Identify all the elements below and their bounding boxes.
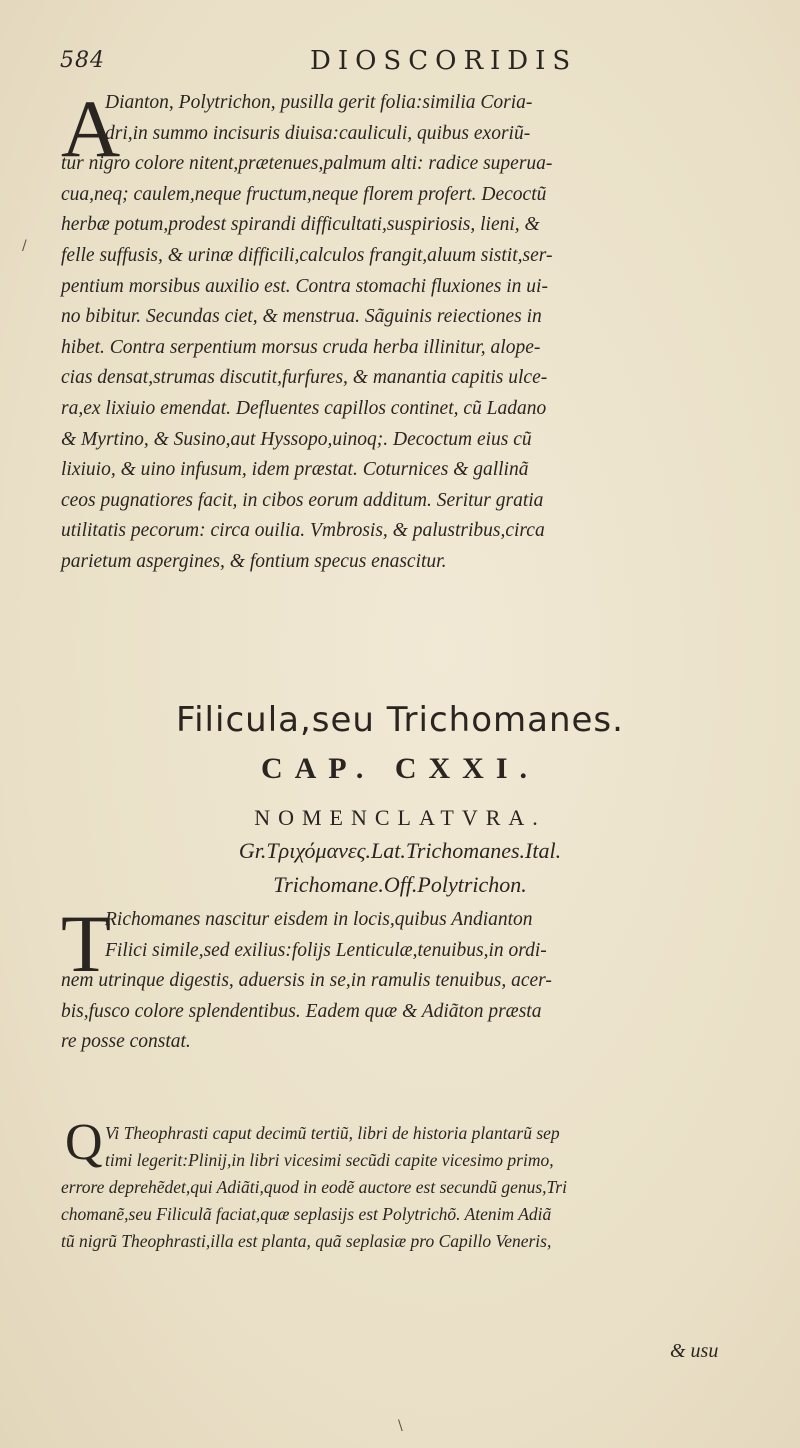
page-number: 584 <box>60 48 105 73</box>
nomenclatura-heading: NOMENCLATVRA. <box>254 805 546 830</box>
text-line: Richomanes nascitur eisdem in locis,quibus Andianton <box>105 909 533 930</box>
drop-cap-q: Q <box>65 1114 103 1171</box>
text-line: chomanẽ,seu Filiculã faciat,quæ seplasijs est Polytrichõ. Atenim Adiã <box>61 1204 552 1224</box>
catchword: & usu <box>670 1340 719 1362</box>
margin-mark: \ <box>398 1418 403 1434</box>
text-line: & Myrtino, & Susino,aut Hyssopo,uinoq;. Decoctum eius cũ <box>61 428 532 450</box>
page-header <box>60 46 760 86</box>
names-line-2: Trichomane.Off.Polytrichon. <box>273 872 527 897</box>
chapter-title: Filicula,seu Trichomanes. <box>176 700 624 740</box>
text-line: cua,neq; caulem,neque fructum,neque florem profert. Decoctũ <box>61 183 547 205</box>
text-line: tũ nigrũ Theophrasti,illa est planta, quã seplasiæ pro Capillo Veneris, <box>61 1231 552 1251</box>
text-line: pentium morsibus auxilio est. Contra stomachi fluxiones in ui- <box>61 275 548 297</box>
commentary-paragraph <box>61 1120 745 1255</box>
trichomanes-section <box>61 898 745 1058</box>
text-line: errore deprehẽdet,qui Adiãti,quod in eodẽ auctore est secundũ genus,Tri <box>61 1177 567 1197</box>
text-line: herbæ potum,prodest spirandi difficultati,suspiriosis, lieni, & <box>61 214 540 236</box>
text-line: tur nigro colore nitent,prætenues,palmum alti: radice superua- <box>61 153 553 175</box>
text-line: Filici simile,sed exilius:folijs Lenticulæ,tenuibus,in ordi- <box>105 939 547 961</box>
text-line: dri,in summo incisuris diuisa:cauliculi, quibus exoriũ- <box>105 122 531 144</box>
text-line: timi legerit:Plinij,in libri vicesimi secũdi capite vicesimo primo, <box>105 1150 554 1170</box>
margin-mark: / <box>22 238 27 254</box>
text-line: cias densat,strumas discutit,furfures, & manantia capitis ulce- <box>61 367 548 389</box>
text-line: utilitatis pecorum: circa ouilia. Vmbrosis, & palustribus,circa <box>61 520 545 542</box>
commentary-section <box>61 1114 745 1255</box>
text-line: nem utrinque digestis, aduersis in se,in ramulis tenuibus, acer- <box>61 970 552 992</box>
text-line: bis,fusco colore splendentibus. Eadem quæ & Adiãton præsta <box>61 1000 542 1022</box>
adianton-paragraph <box>61 88 745 578</box>
drop-cap-t: T <box>61 898 112 989</box>
text-line: ceos pugnatiores facit, in cibos eorum additum. Seritur gratia <box>61 489 544 511</box>
text-line: felle suffusis, & urinæ difficili,calculos frangit,aluum sistit,ser- <box>61 244 553 266</box>
text-line: Vi Theophrasti caput decimũ tertiũ, libri de historia plantarũ sep <box>105 1123 560 1143</box>
text-line: ra,ex lixiuio emendat. Defluentes capillos continet, cũ Ladano <box>61 397 547 419</box>
adianton-section <box>61 83 745 578</box>
text-line: re posse constat. <box>61 1031 191 1053</box>
text-line: lixiuio, & uino infusum, idem præstat. Coturnices & gallinã <box>61 459 529 481</box>
text-line: hibet. Contra serpentium morsus cruda herba illinitur, alope- <box>61 336 541 358</box>
text-line: parietum aspergines, & fontium specus enascitur. <box>61 550 447 572</box>
chapter-number: CAP. CXXI. <box>260 752 540 785</box>
trichomanes-paragraph <box>61 905 745 1058</box>
text-line: no bibitur. Secundas ciet, & menstrua. Sãguinis reiectiones in <box>61 306 542 328</box>
drop-cap-a: A <box>61 83 121 174</box>
running-title: DIOSCORIDIS <box>310 46 578 76</box>
names-line-1: Gr.Τριχόμανες.Lat.Trichomanes.Ital. <box>238 838 562 863</box>
text-line: Dianton, Polytrichon, pusilla gerit folia:similia Coria- <box>105 92 533 113</box>
